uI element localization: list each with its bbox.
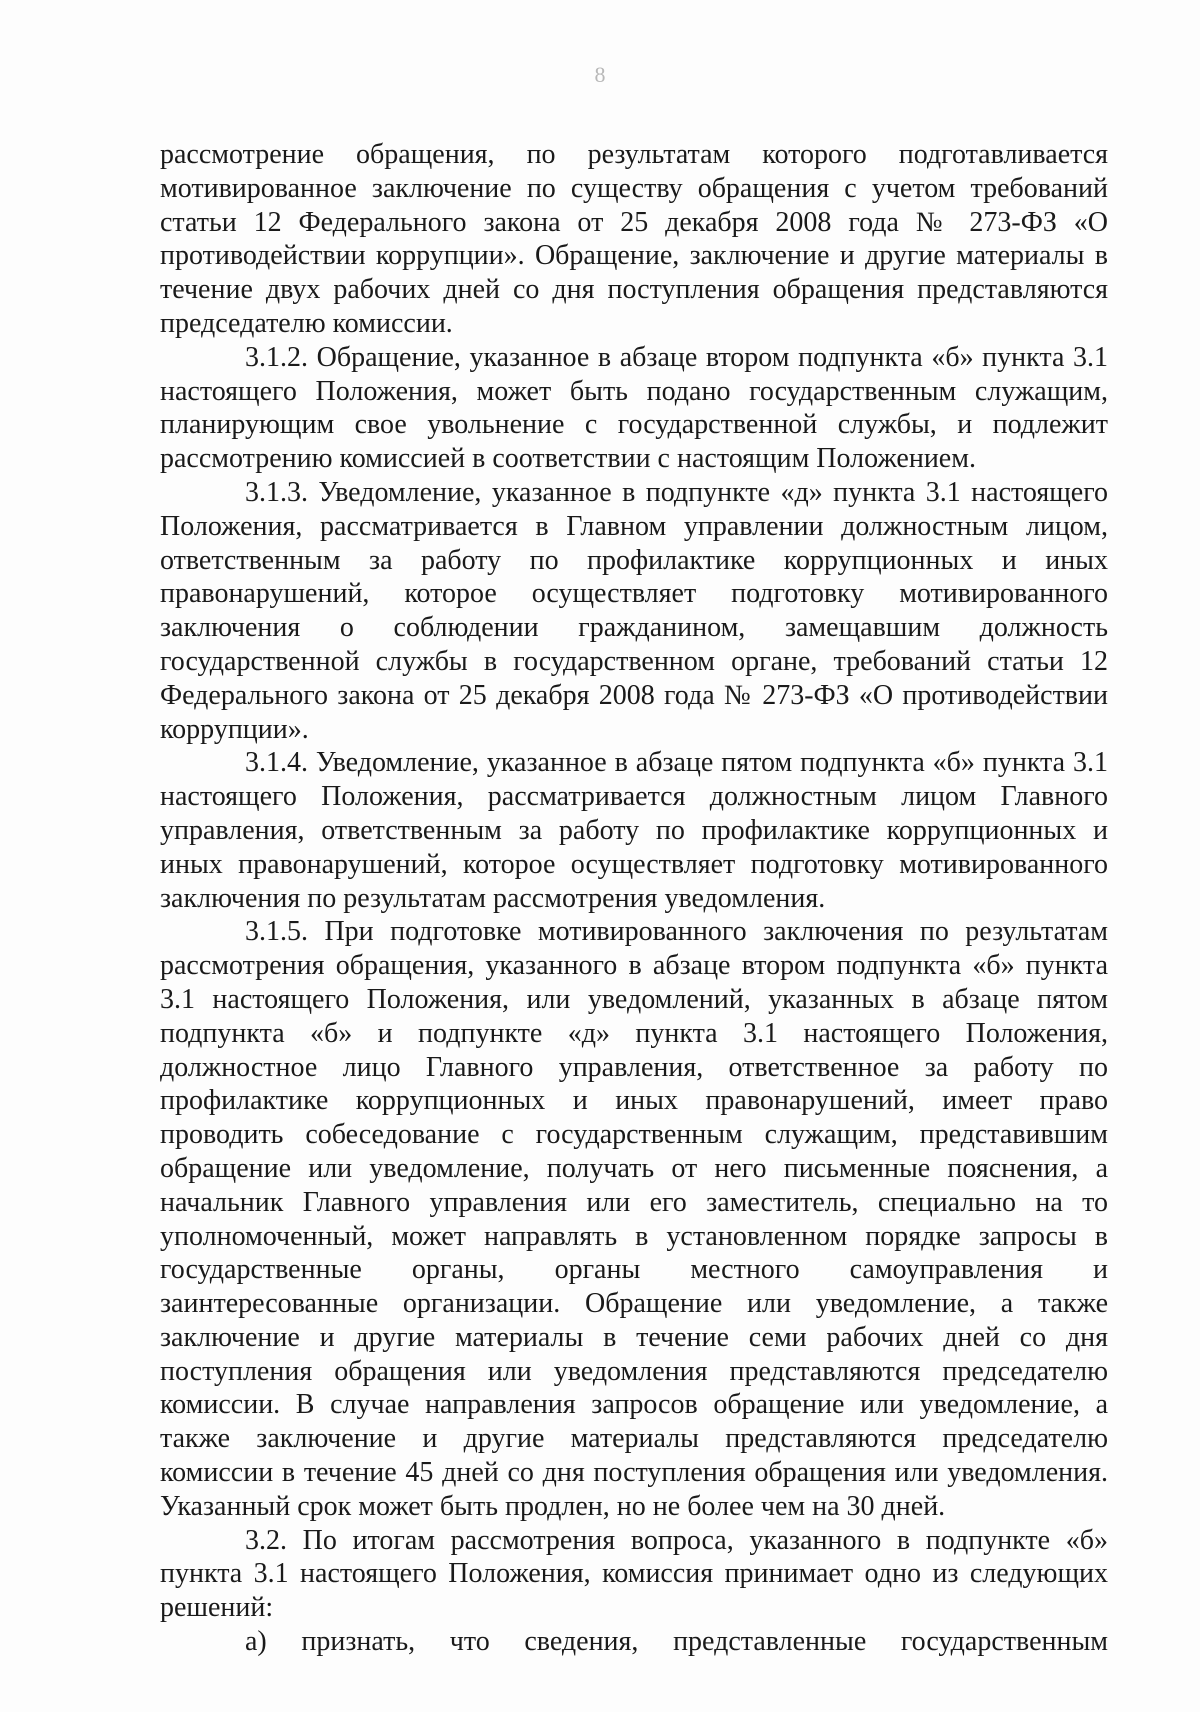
paragraph-3-1-3: 3.1.3. Уведомление, указанное в подпункте «д» пункта 3.1 настоящего Положения, рассматривается в Главном управлении должностным лицом, ответственным за работу по профилактике коррупционных и иных правонарушений, которое осуществляет подготовку мотивированного заключения о соблюдении гражданином, замещавшим должность государственной службы в государственном органе, требований статьи 12 Федерального закона от 25 декабря 2008 года № 273-ФЗ «О противодействии коррупции». — [160, 476, 1108, 745]
document-body — [160, 138, 1108, 1659]
paragraph-3-1-2: 3.1.2. Обращение, указанное в абзаце втором подпункта «б» пункта 3.1 настоящего Положения, может быть подано государственным служащим, планирующим свое увольнение с государственной службы, и подлежит рассмотрению комиссией в соответствии с настоящим Положением. — [160, 341, 1108, 475]
paragraph-continuation: рассмотрение обращения, по результатам которого подготавливается мотивированное заключение по существу обращения с учетом требований статьи 12 Федерального закона от 25 декабря 2008 года № 273-ФЗ «О противодействии коррупции». Обращение, заключение и другие материалы в течение двух рабочих дней со дня поступления обращения представляются председателю комиссии. — [160, 139, 1108, 339]
list-item-a: а) признать, что сведения, представленные государственным — [245, 1626, 1108, 1658]
paragraph-3-2: 3.2. По итогам рассмотрения вопроса, указанного в подпункте «б» пункта 3.1 настоящего Положения, комиссия принимает одно из следующих решений: — [160, 1524, 1108, 1624]
paragraph-3-1-4: 3.1.4. Уведомление, указанное в абзаце пятом подпункта «б» пункта 3.1 настоящего Положения, рассматривается должностным лицом Главного управления, ответственным за работу по профилактике коррупционных и иных правонарушений, которое осуществляет подготовку мотивированного заключения по результатам рассмотрения уведомления. — [160, 747, 1108, 914]
page-number: 8 — [594, 62, 606, 87]
paragraph-3-1-5: 3.1.5. При подготовке мотивированного заключения по результатам рассмотрения обращения, указанного в абзаце втором подпункта «б» пункта 3.1 настоящего Положения, или уведомлений, указанных в абзаце пятом подпункта «б» и подпункте «д» пункта 3.1 настоящего Положения, должностное лицо Главного управления, ответственное за работу по профилактике коррупционных и иных правонарушений, имеет право проводить собеседование с государственным служащим, представившим обращение или уведомление, получать от него письменные пояснения, а начальник Главного управления или его заместитель, специально на то уполномоченный, может направлять в установленном порядке запросы в государственные органы, органы местного самоуправления и заинтересованные организации. Обращение или уведомление, а также заключение и другие материалы в течение семи рабочих дней со дня поступления обращения или уведомления представляются председателю комиссии. В случае направления запросов обращение или уведомление, а также заключение и другие материалы представляются председателю комиссии в течение 45 дней со дня поступления обращения или уведомления. Указанный срок может быть продлен, но не более чем на 30 дней. — [160, 916, 1108, 1522]
